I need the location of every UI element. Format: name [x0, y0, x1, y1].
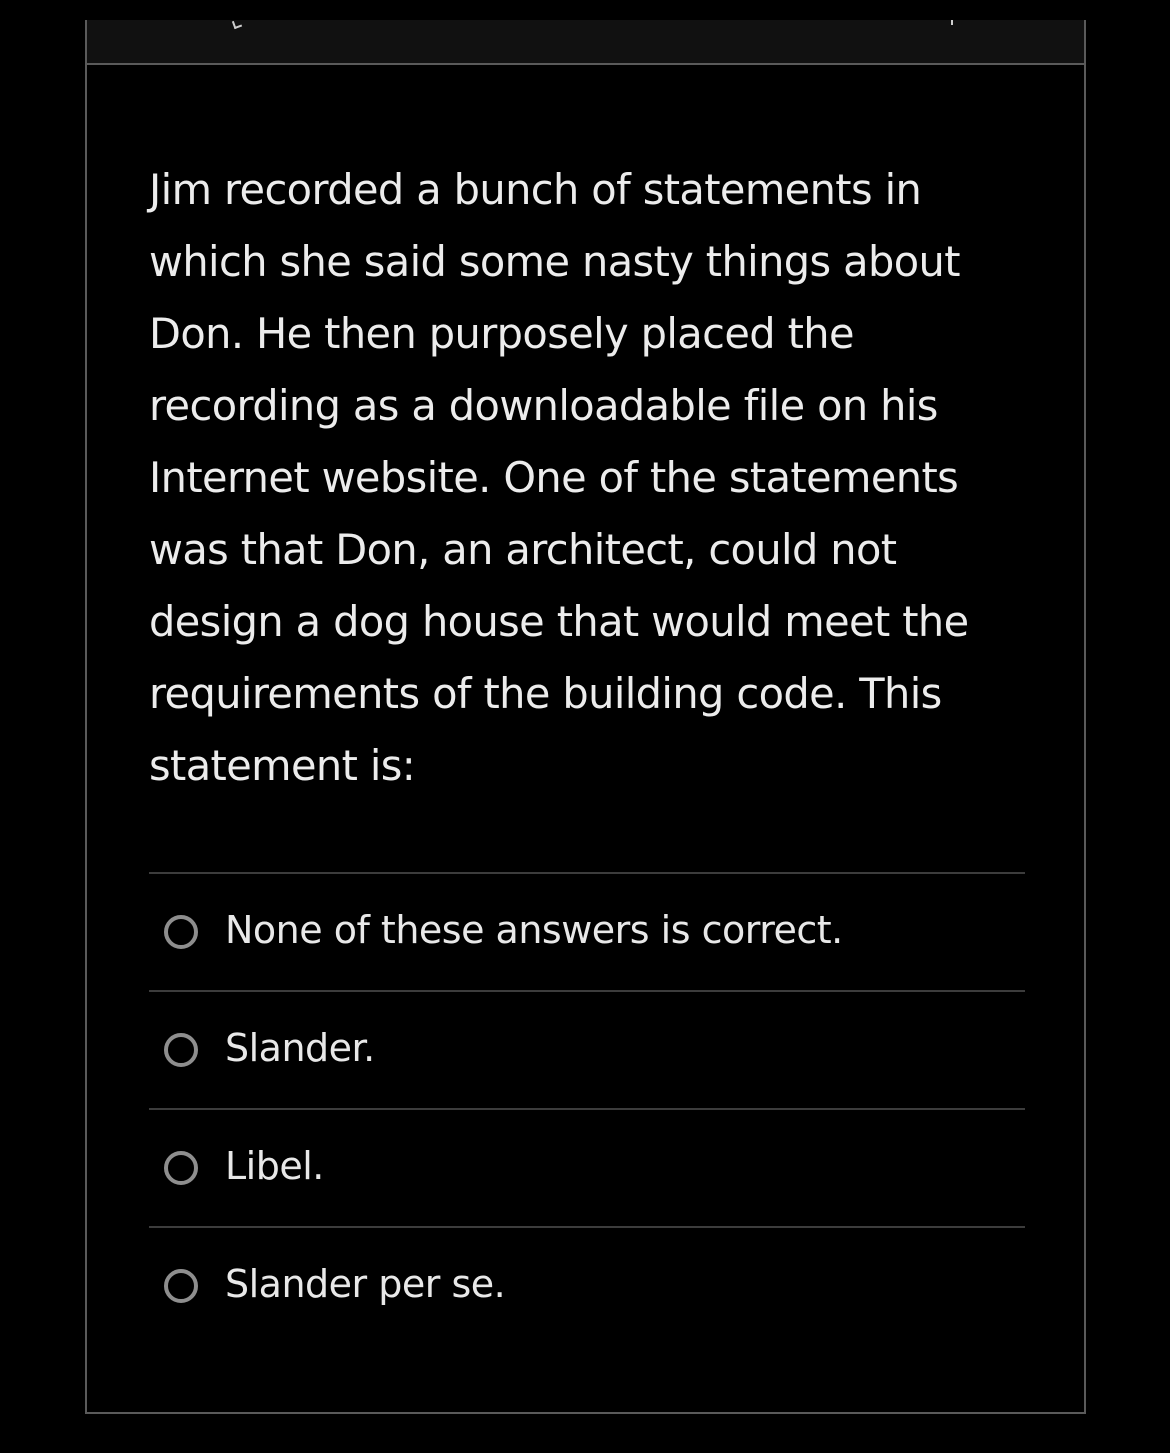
radio-button[interactable]	[164, 1033, 198, 1067]
radio-button[interactable]	[164, 1151, 198, 1185]
question-text: Jim recorded a bunch of statements in which she said some nasty things about Don. He then purposely placed the recording as a downloadable file on his Internet website. One of the statements was that Don, an architect, could not design a dog house that would meet the requirements of the building code. This statement is:	[149, 165, 969, 790]
answer-option-slander-per-se[interactable]	[149, 1226, 1025, 1344]
card-header	[87, 20, 1084, 65]
header-marker-icon	[951, 20, 953, 25]
chevron-left-icon	[232, 19, 242, 29]
answer-option-label: Slander.	[225, 1026, 375, 1070]
answer-option-libel[interactable]	[149, 1108, 1025, 1226]
question-card	[85, 20, 1086, 1414]
answer-options	[149, 872, 1025, 1344]
answer-option-label: None of these answers is correct.	[225, 908, 843, 952]
radio-button[interactable]	[164, 915, 198, 949]
answer-option-label: Libel.	[225, 1144, 324, 1188]
answer-option-none[interactable]	[149, 872, 1025, 990]
answer-option-slander[interactable]	[149, 990, 1025, 1108]
radio-button[interactable]	[164, 1269, 198, 1303]
answer-option-label: Slander per se.	[225, 1262, 506, 1306]
